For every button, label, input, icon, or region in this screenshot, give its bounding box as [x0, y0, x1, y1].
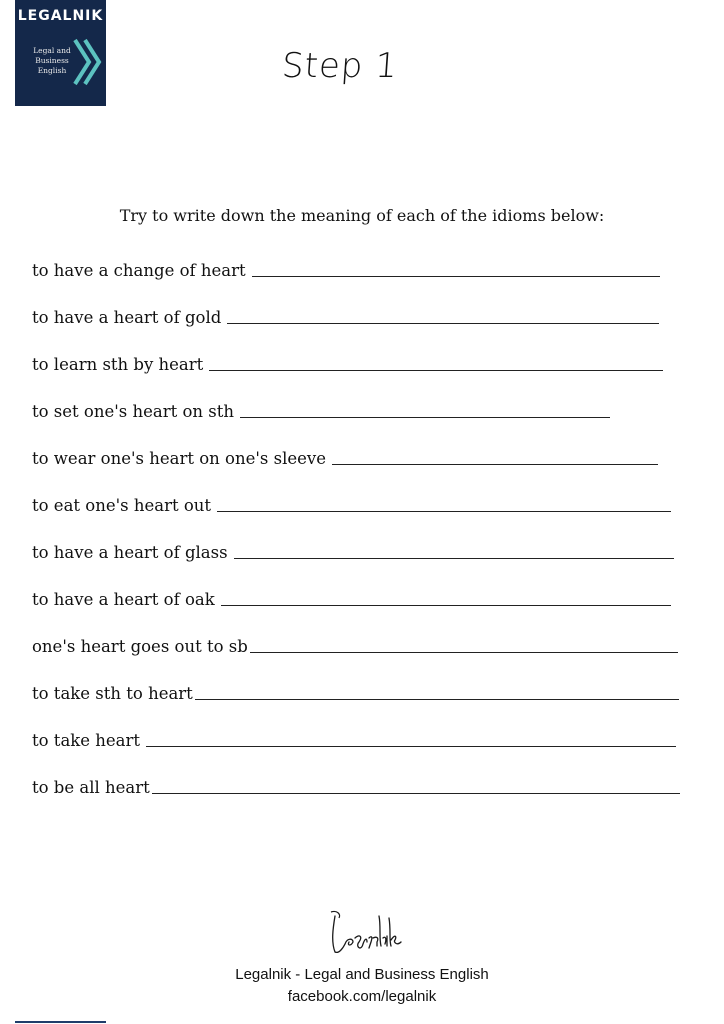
idiom-text: to take heart: [32, 731, 141, 750]
page-heading: Step 1: [280, 46, 400, 86]
idiom-row: [32, 673, 679, 703]
answer-line[interactable]: [332, 464, 658, 465]
logo-wordmark: LEGALNIK: [17, 8, 104, 24]
idiom-row: [32, 579, 671, 609]
idiom-row: [32, 438, 658, 468]
logo-tagline-line: English: [37, 66, 67, 75]
answer-line[interactable]: [234, 558, 674, 559]
answer-line[interactable]: [227, 323, 659, 324]
answer-line[interactable]: [221, 605, 671, 606]
idiom-text: to take sth to heart: [32, 684, 193, 703]
answer-line[interactable]: [152, 793, 680, 794]
handwritten-signature: [325, 908, 411, 958]
idiom-text: to have a heart of oak: [32, 590, 215, 609]
answer-line[interactable]: [146, 746, 676, 747]
answer-line[interactable]: [195, 699, 679, 700]
answer-line[interactable]: [252, 276, 660, 277]
idiom-row: [32, 532, 674, 562]
idiom-row: [32, 344, 663, 374]
double-chevron-right-icon: [73, 36, 103, 88]
bottom-rule: [15, 1021, 106, 1023]
answer-line[interactable]: [217, 511, 671, 512]
footer-link[interactable]: facebook.com/legalnik: [287, 988, 437, 1005]
instruction-text: Try to write down the meaning of each of the idioms below:: [119, 206, 605, 225]
idiom-row: [32, 391, 610, 421]
logo-tagline-line: Legal and: [33, 46, 71, 55]
answer-line[interactable]: [240, 417, 610, 418]
idiom-text: one's heart goes out to sb: [32, 637, 248, 656]
idiom-row: [32, 720, 676, 750]
idiom-text: to wear one's heart on one's sleeve: [32, 449, 326, 468]
idiom-row: [32, 485, 671, 515]
idiom-row: [32, 297, 659, 327]
answer-line[interactable]: [209, 370, 663, 371]
idiom-text: to have a change of heart: [32, 261, 246, 280]
idiom-row: [32, 250, 660, 280]
idiom-row: [32, 626, 678, 656]
idiom-text: to have a heart of gold: [32, 308, 222, 327]
idiom-text: to be all heart: [32, 778, 150, 797]
brand-logo: [15, 0, 106, 106]
idiom-row: [32, 767, 680, 797]
idiom-text: to eat one's heart out: [32, 496, 212, 515]
answer-line[interactable]: [250, 652, 678, 653]
logo-tagline-line: Business: [35, 56, 69, 65]
idiom-text: to have a heart of glass: [32, 543, 228, 562]
footer-tagline: Legalnik - Legal and Business English: [235, 966, 489, 983]
idiom-text: to set one's heart on sth: [32, 402, 235, 421]
idiom-text: to learn sth by heart: [32, 355, 204, 374]
